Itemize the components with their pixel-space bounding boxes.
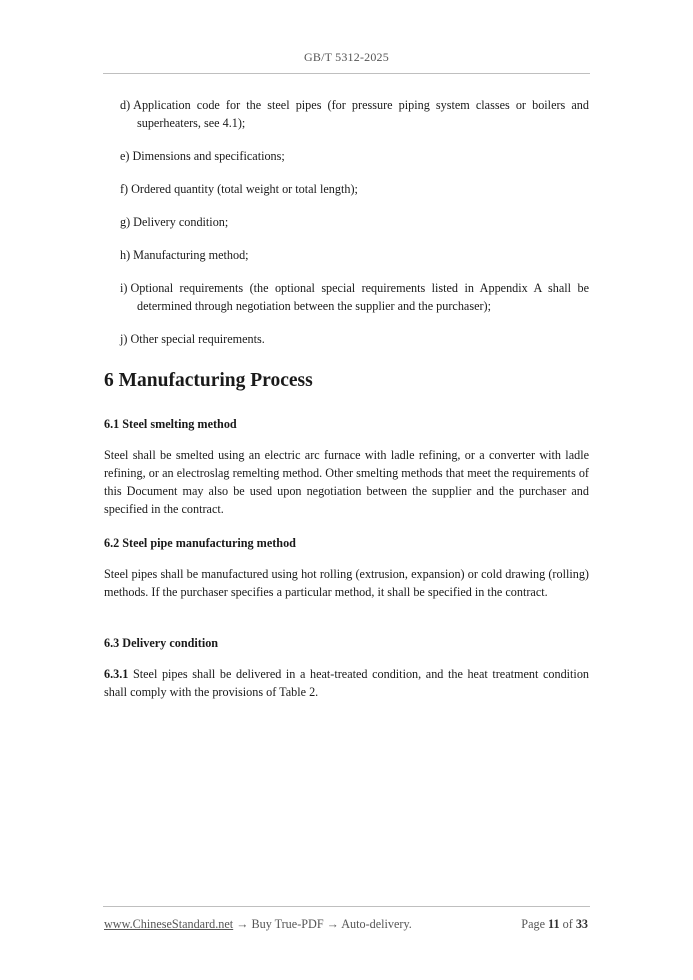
page-current: 11 (548, 917, 560, 931)
section-title: 6 Manufacturing Process (104, 370, 313, 391)
list-item (120, 330, 589, 348)
list-item-text: Optional requirements (the optional special requirements listed in Appendix A shall be determined through negotiation between the supplier and the purchaser); (130, 281, 589, 313)
list-item-text: Other special requirements. (130, 332, 265, 346)
clause-6-3-1 (104, 665, 589, 701)
subsection-6-1 (104, 415, 589, 518)
list-item (120, 96, 589, 132)
list-item-label: d) (120, 98, 131, 112)
list-item-text: Manufacturing method; (133, 248, 249, 262)
list-item (120, 147, 589, 165)
subsection-heading: 6.3 Delivery condition (104, 636, 219, 650)
order-requirements-list (120, 96, 589, 363)
subsection-body: Steel shall be smelted using an electric arc furnace with ladle refining, or a converter with ladle refining, or an electroslag remelting method. Other smelting methods that meet the requirements of this Document may also be used upon negotiation between the supplier and the purchaser and specified in the contract. (104, 448, 589, 516)
list-item (120, 279, 589, 315)
page-indicator (521, 917, 588, 932)
list-item (120, 246, 589, 264)
list-item-label: g) (120, 215, 131, 229)
footer-divider (103, 906, 590, 907)
website-link[interactable]: www.ChineseStandard.net (104, 917, 234, 931)
list-item-label: j) (120, 332, 128, 346)
list-item-text: Delivery condition; (133, 215, 229, 229)
page-word: Page (521, 917, 545, 931)
list-item-text: Ordered quantity (total weight or total length); (131, 182, 358, 196)
list-item-label: i) (120, 281, 128, 295)
list-item-text: Application code for the steel pipes (for pressure piping system classes or boilers and superheaters, see 4.1); (133, 98, 589, 130)
subsection-6-2 (104, 534, 589, 601)
page-total: 33 (575, 917, 588, 931)
subsection-body: Steel pipes shall be manufactured using hot rolling (extrusion, expansion) or cold drawing (rolling) methods. If the purchaser specifies a particular method, it shall be specified in the contract. (104, 567, 589, 599)
document-header: GB/T 5312-2025 (304, 50, 389, 64)
list-item (120, 180, 589, 198)
clause-text: Steel pipes shall be delivered in a heat-treated condition, and the heat treatment condition shall comply with the provisions of Table 2. (104, 667, 590, 699)
promo-text: → Buy True-PDF → Auto-delivery. (233, 917, 412, 931)
list-item-text: Dimensions and specifications; (132, 149, 285, 163)
subsection-heading: 6.1 Steel smelting method (104, 417, 237, 431)
clause-number: 6.3.1 (104, 667, 129, 681)
footer-promo (104, 917, 412, 932)
list-item-label: h) (120, 248, 131, 262)
list-item (120, 213, 589, 231)
list-item-label: e) (120, 149, 130, 163)
subsection-heading: 6.2 Steel pipe manufacturing method (104, 536, 296, 550)
list-item-label: f) (120, 182, 129, 196)
header-divider (103, 73, 590, 74)
of-word: of (562, 917, 573, 931)
subsection-6-3 (104, 634, 589, 701)
